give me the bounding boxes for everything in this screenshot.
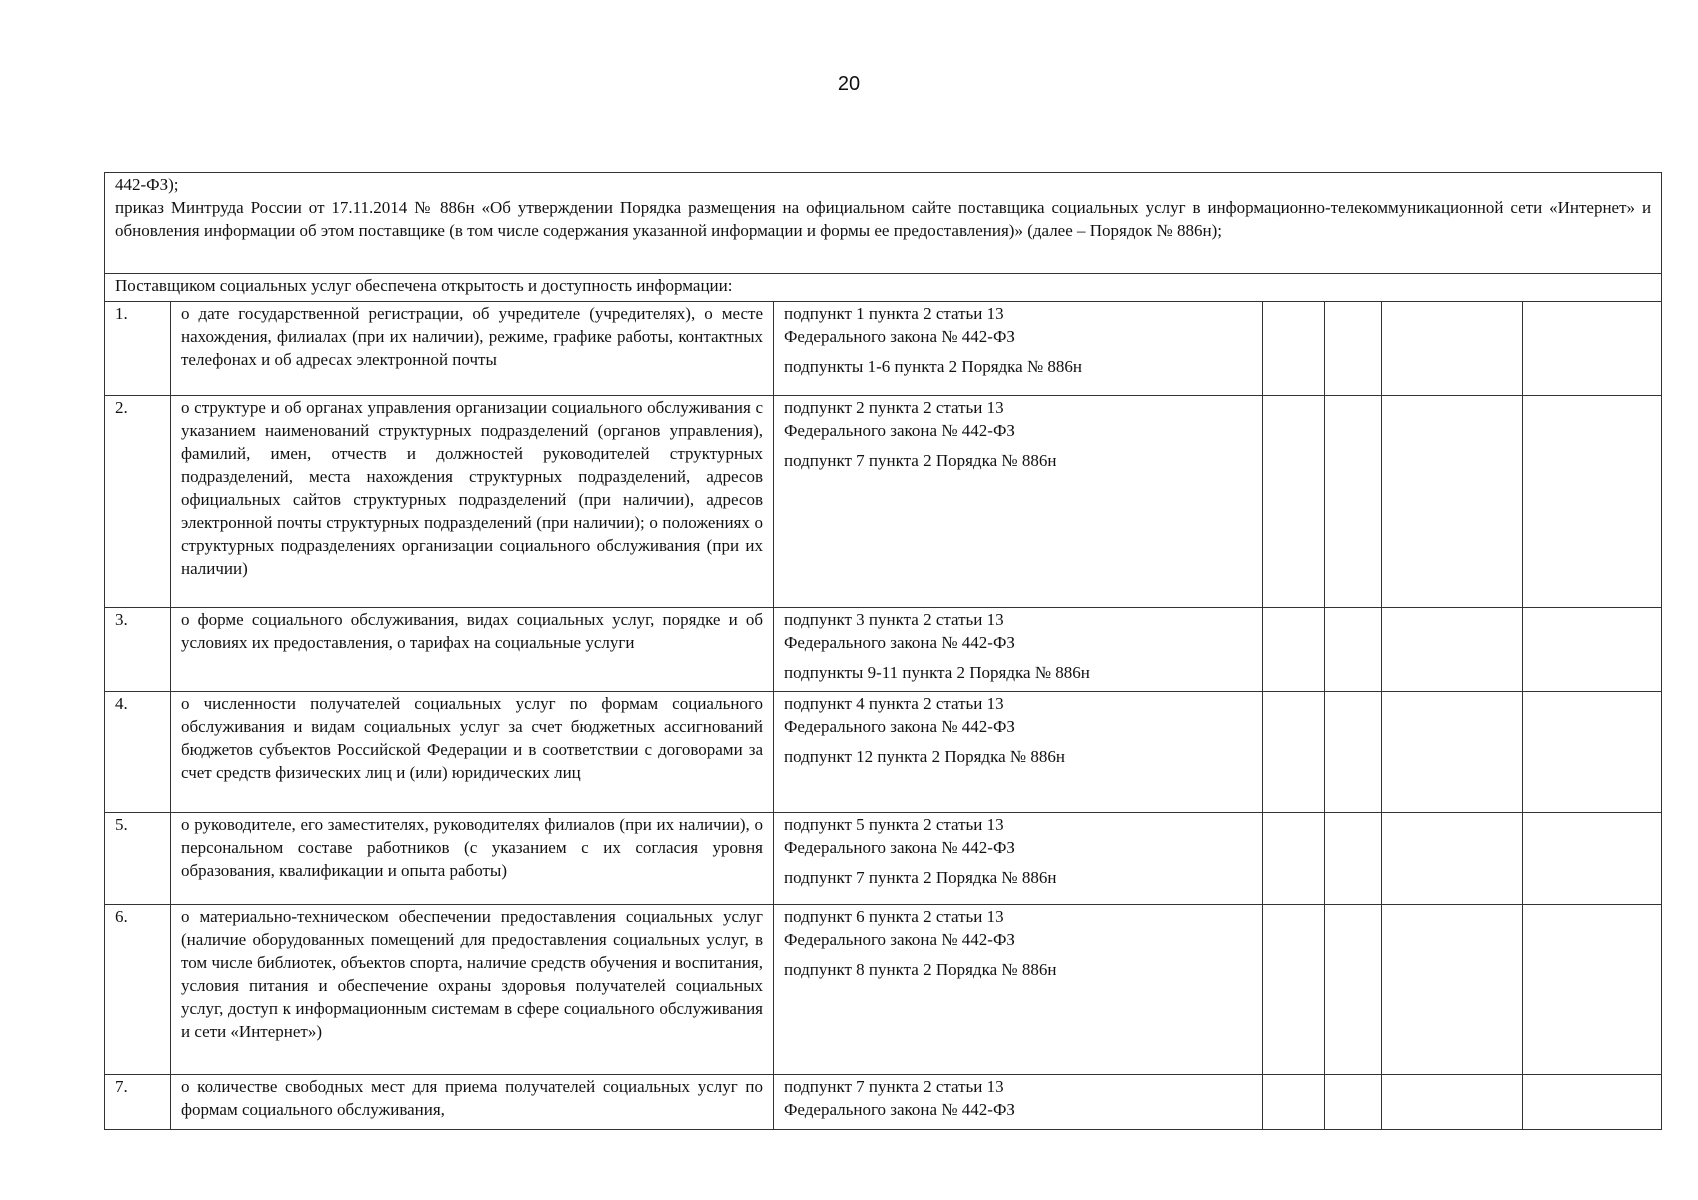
answer-cell[interactable] [1263,905,1325,1075]
requirement-text: о дате государственной регистрации, об учредителе (учредителях), о месте нахождения, филиалах (при их наличии), режиме, графике работы, контактных телефонах и об адресах электронной почты [171,302,774,396]
checklist-table [104,172,1662,1130]
answer-cell[interactable] [1382,608,1523,692]
answer-cell[interactable] [1382,396,1523,608]
answer-cell[interactable] [1325,1075,1382,1130]
requirement-text: о форме социального обслуживания, видах социальных услуг, порядке и об условиях их предоставления, о тарифах на социальные услуги [171,608,774,692]
reference-line: подпункты 9-11 пункта 2 Порядка № 886н [784,663,1090,682]
answer-cell[interactable] [1325,302,1382,396]
section-row [105,274,1662,302]
reference-line: подпункт 2 пункта 2 статьи 13 [784,398,1004,417]
table-row [105,396,1662,608]
answer-cell[interactable] [1263,302,1325,396]
answer-cell[interactable] [1382,692,1523,813]
reference-line: подпункт 4 пункта 2 статьи 13 [784,694,1004,713]
page-number: 20 [837,73,861,95]
answer-cell[interactable] [1263,608,1325,692]
reference-line: подпункт 1 пункта 2 статьи 13 [784,304,1004,323]
reference-line: Федерального закона № 442-ФЗ [784,717,1015,736]
requirement-text: о руководителе, его заместителях, руководителях филиалов (при их наличии), о персональном составе работников (с указанием с их согласия уровня образования, квалификации и опыта работы) [171,813,774,905]
answer-cell[interactable] [1325,692,1382,813]
answer-cell[interactable] [1523,396,1662,608]
reference-line: подпункт 6 пункта 2 статьи 13 [784,907,1004,926]
answer-cell[interactable] [1523,608,1662,692]
reference-line: Федерального закона № 442-ФЗ [784,421,1015,440]
section-title: Поставщиком социальных услуг обеспечена открытость и доступность информации: [105,274,1662,302]
reference-line: подпункт 3 пункта 2 статьи 13 [784,610,1004,629]
answer-cell[interactable] [1523,905,1662,1075]
answer-cell[interactable] [1523,813,1662,905]
answer-cell[interactable] [1263,813,1325,905]
table-row [105,302,1662,396]
answer-cell[interactable] [1382,302,1523,396]
legal-reference [774,1075,1263,1130]
row-number: 7. [105,1075,171,1130]
legal-reference [774,396,1263,608]
row-number: 3. [105,608,171,692]
legal-reference [774,813,1263,905]
reference-line: подпункты 1-6 пункта 2 Порядка № 886н [784,357,1083,376]
requirement-text: о структуре и об органах управления организации социального обслуживания с указанием наименований структурных подразделений (органов управления), фамилий, имен, отчеств и должностей руководителей структурных подразделений, места нахождения структурных подразделений, адресов официальных сайтов структурных подразделений (при наличии), адресов электронной почты структурных подразделений (при наличии); о положениях о структурных подразделениях организации социального обслуживания (при их наличии) [171,396,774,608]
requirement-text: о материально-техническом обеспечении предоставления социальных услуг (наличие оборудованных помещений для предоставления социальных услуг, в том числе библиотек, объектов спорта, наличие средств обучения и воспитания, условия питания и обеспечение охраны здоровья получателей социальных услуг, доступ к информационным системам в сфере социального обслуживания и сети «Интернет») [171,905,774,1075]
answer-cell[interactable] [1382,813,1523,905]
row-number: 1. [105,302,171,396]
intro-cell [105,173,1662,274]
table-row [105,813,1662,905]
requirement-text: о численности получателей социальных услуг по формам социального обслуживания и видам социальных услуг за счет бюджетных ассигнований бюджетов субъектов Российской Федерации и в соответствии с договорами за счет средств физических лиц и (или) юридических лиц [171,692,774,813]
reference-line: Федерального закона № 442-ФЗ [784,327,1015,346]
reference-line: Федерального закона № 442-ФЗ [784,1100,1015,1119]
reference-line: подпункт 7 пункта 2 статьи 13 [784,1077,1004,1096]
intro-line-2: приказ Минтруда России от 17.11.2014 № 886н «Об утверждении Порядка размещения на официальном сайте поставщика социальных услуг в информационно-телекоммуникационной сети «Интернет» и обновления информации об этом поставщике (в том числе содержания указанной информации и формы ее предоставления)» (далее – Порядок № 886н); [115,198,1652,240]
reference-line: Федерального закона № 442-ФЗ [784,633,1015,652]
legal-reference [774,692,1263,813]
legal-reference [774,302,1263,396]
answer-cell[interactable] [1325,905,1382,1075]
reference-line: подпункт 12 пункта 2 Порядка № 886н [784,747,1065,766]
reference-line: подпункт 8 пункта 2 Порядка № 886н [784,960,1057,979]
answer-cell[interactable] [1382,1075,1523,1130]
answer-cell[interactable] [1325,813,1382,905]
table-row [105,905,1662,1075]
requirement-text: о количестве свободных мест для приема получателей социальных услуг по формам социального обслуживания, [171,1075,774,1130]
reference-line: подпункт 7 пункта 2 Порядка № 886н [784,451,1057,470]
answer-cell[interactable] [1523,302,1662,396]
row-number: 6. [105,905,171,1075]
reference-line: Федерального закона № 442-ФЗ [784,930,1015,949]
row-number: 5. [105,813,171,905]
legal-reference [774,905,1263,1075]
table-row [105,608,1662,692]
answer-cell[interactable] [1523,692,1662,813]
intro-line-1: 442-ФЗ); [115,175,179,194]
reference-line: подпункт 5 пункта 2 статьи 13 [784,815,1004,834]
table-row [105,692,1662,813]
answer-cell[interactable] [1523,1075,1662,1130]
reference-line: подпункт 7 пункта 2 Порядка № 886н [784,868,1057,887]
answer-cell[interactable] [1382,905,1523,1075]
answer-cell[interactable] [1325,608,1382,692]
answer-cell[interactable] [1263,396,1325,608]
legal-reference [774,608,1263,692]
answer-cell[interactable] [1325,396,1382,608]
row-number: 4. [105,692,171,813]
answer-cell[interactable] [1263,1075,1325,1130]
table-row [105,1075,1662,1130]
answer-cell[interactable] [1263,692,1325,813]
row-number: 2. [105,396,171,608]
reference-line: Федерального закона № 442-ФЗ [784,838,1015,857]
intro-row [105,173,1662,274]
